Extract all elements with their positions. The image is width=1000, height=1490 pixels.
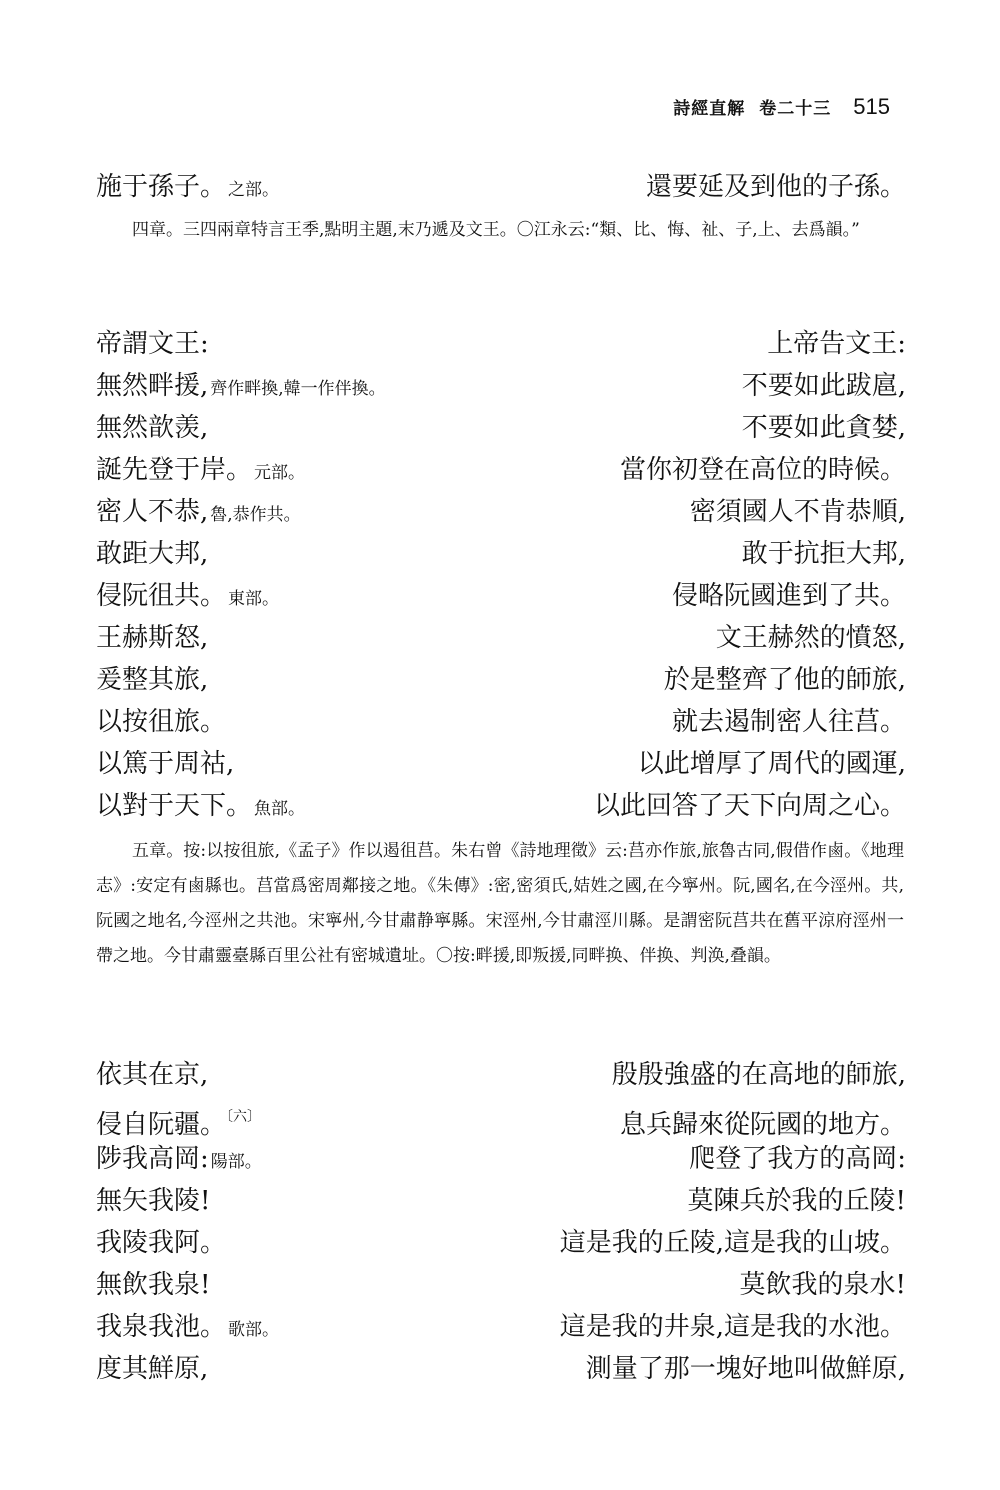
verse-line [96, 449, 906, 491]
verse-line [96, 785, 906, 827]
footnote-marker: 〔六〕 [226, 1109, 262, 1125]
volume-label: 卷二十三 [759, 99, 832, 119]
poem-line: 無然歆羡, [96, 413, 209, 443]
verse-line [96, 365, 906, 407]
verse-line [96, 1306, 906, 1348]
verse-block-1 [96, 166, 906, 208]
poem-line: 侵自阮疆。 [96, 1110, 227, 1140]
poem-text [96, 166, 279, 211]
translation-line: 測量了那一塊好地叫做鮮原, [585, 1354, 906, 1384]
rhyme-note: 之部。 [228, 180, 280, 200]
poem-line: 依其在京, [96, 1060, 209, 1090]
verse-line [96, 1138, 906, 1180]
poem-text [96, 1222, 226, 1264]
poem-line: 無飲我泉! [96, 1270, 211, 1300]
poem-text [96, 743, 234, 785]
verse-line [96, 166, 906, 208]
poem-text [96, 617, 208, 659]
verse-line [96, 617, 906, 659]
poem-text [96, 575, 279, 620]
poem-text [96, 323, 209, 365]
poem-text [96, 785, 305, 830]
verse-line [96, 1054, 906, 1096]
translation-line: 密須國人不肯恭順, [689, 497, 906, 527]
poem-line: 爰整其旅, [96, 665, 209, 695]
verse-line [96, 1222, 906, 1264]
translation-line: 殷殷強盛的在高地的師旅, [611, 1060, 906, 1090]
translation-line: 息兵歸來從阮國的地方。 [619, 1110, 906, 1140]
poem-line: 我陵我阿。 [96, 1228, 227, 1258]
translation-line: 莫飲我的泉水! [739, 1270, 906, 1300]
rhyme-note: 元部。 [254, 463, 306, 483]
poem-text [96, 1180, 210, 1222]
poem-text [96, 407, 208, 449]
translation-line: 還要延及到他的子孫。 [645, 172, 906, 202]
poem-line: 以對于天下。 [96, 791, 253, 821]
poem-line: 誕先登于岸。 [96, 455, 253, 485]
poem-text [96, 659, 208, 701]
poem-line: 陟我高岡: [96, 1144, 209, 1174]
poem-line: 度其鮮原, [96, 1354, 209, 1384]
page-number: 515 [853, 94, 890, 119]
translation-line: 這是我的丘陵,這是我的山坡。 [559, 1228, 906, 1258]
verse-line [96, 1096, 906, 1138]
poem-text [96, 449, 305, 494]
commentary-note-2: 五章。按:以按徂旅,《孟子》作以遏徂莒。朱右曾《詩地理徵》云:莒亦作旅,旅魯古同,假借作鹵。《地理志》:安定有鹵縣也。莒當爲密周鄰接之地。《朱傳》:密,密須氏,姞姓之國,在今寧州。阮,國名,在今涇州。共,阮國之地名,今涇州之共池。宋寧州,今甘肅静寧縣。宋涇州,今甘肅涇川縣。是謂密阮莒共在舊平涼府涇州一帶之地。今甘肅靈臺縣百里公社有密城遺址。〇按:畔援,即叛援,同畔换、伴换、判涣,叠韻。 [96, 841, 904, 966]
translation-line: 以此增厚了周代的國運, [637, 749, 906, 779]
poem-text [96, 1348, 208, 1390]
verse-line [96, 491, 906, 533]
verse-line [96, 1180, 906, 1222]
poem-text [96, 1054, 208, 1096]
verse-line [96, 1348, 906, 1390]
translation-line: 這是我的井泉,這是我的水池。 [559, 1312, 906, 1342]
poem-line: 以篤于周祜, [96, 749, 235, 779]
translation-line: 上帝告文王: [767, 329, 906, 359]
poem-text [96, 365, 386, 410]
translation-line: 就去遏制密人往莒。 [671, 707, 906, 737]
translation-line: 侵略阮國進到了共。 [671, 581, 906, 611]
poem-line: 王赫斯怒, [96, 623, 209, 653]
poem-line: 帝謂文王: [96, 329, 209, 359]
rhyme-note: 齊作畔換,韓一作伴換。 [210, 379, 386, 399]
poem-text [96, 1306, 279, 1351]
rhyme-note: 東部。 [228, 589, 280, 609]
commentary-note-1: 四章。三四兩章特言王季,點明主題,末乃遞及文王。〇江永云:“類、比、悔、祉、子,上、去爲韻。” [132, 220, 860, 240]
poem-line: 侵阮徂共。 [96, 581, 227, 611]
poem-text [96, 533, 208, 575]
rhyme-note: 魯,恭作共。 [210, 505, 301, 525]
translation-line: 當你初登在高位的時候。 [619, 455, 906, 485]
verse-line [96, 659, 906, 701]
page-header [673, 94, 890, 120]
verse-line [96, 743, 906, 785]
poem-text [96, 701, 226, 743]
verse-line [96, 407, 906, 449]
poem-line: 我泉我池。 [96, 1312, 227, 1342]
verse-line [96, 533, 906, 575]
poem-line: 無矢我陵! [96, 1186, 211, 1216]
rhyme-note: 魚部。 [254, 799, 306, 819]
rhyme-note: 歌部。 [228, 1320, 280, 1340]
poem-text [96, 491, 301, 536]
verse-block-3 [96, 1054, 906, 1390]
verse-line [96, 1264, 906, 1306]
translation-line: 莫陳兵於我的丘陵! [687, 1186, 906, 1216]
translation-line: 於是整齊了他的師旅, [663, 665, 906, 695]
verse-line [96, 701, 906, 743]
verse-line [96, 323, 906, 365]
verse-block-2 [96, 323, 906, 827]
verse-line [96, 575, 906, 617]
translation-line: 不要如此貪婪, [741, 413, 906, 443]
poem-line: 以按徂旅。 [96, 707, 227, 737]
translation-line: 爬登了我方的高岡: [689, 1144, 906, 1174]
translation-line: 文王赫然的憤怒, [715, 623, 906, 653]
poem-text [96, 1138, 262, 1183]
poem-line: 密人不恭, [96, 497, 209, 527]
poem-line: 無然畔援, [96, 371, 209, 401]
translation-line: 敢于抗拒大邦, [741, 539, 906, 569]
poem-text [96, 1264, 210, 1306]
rhyme-note: 陽部。 [210, 1152, 262, 1172]
poem-line: 施于孫子。 [96, 172, 227, 202]
translation-line: 以此回答了天下向周之心。 [593, 791, 906, 821]
book-title: 詩經直解 [673, 99, 746, 119]
translation-line: 不要如此跋扈, [741, 371, 906, 401]
poem-line: 敢距大邦, [96, 539, 209, 569]
